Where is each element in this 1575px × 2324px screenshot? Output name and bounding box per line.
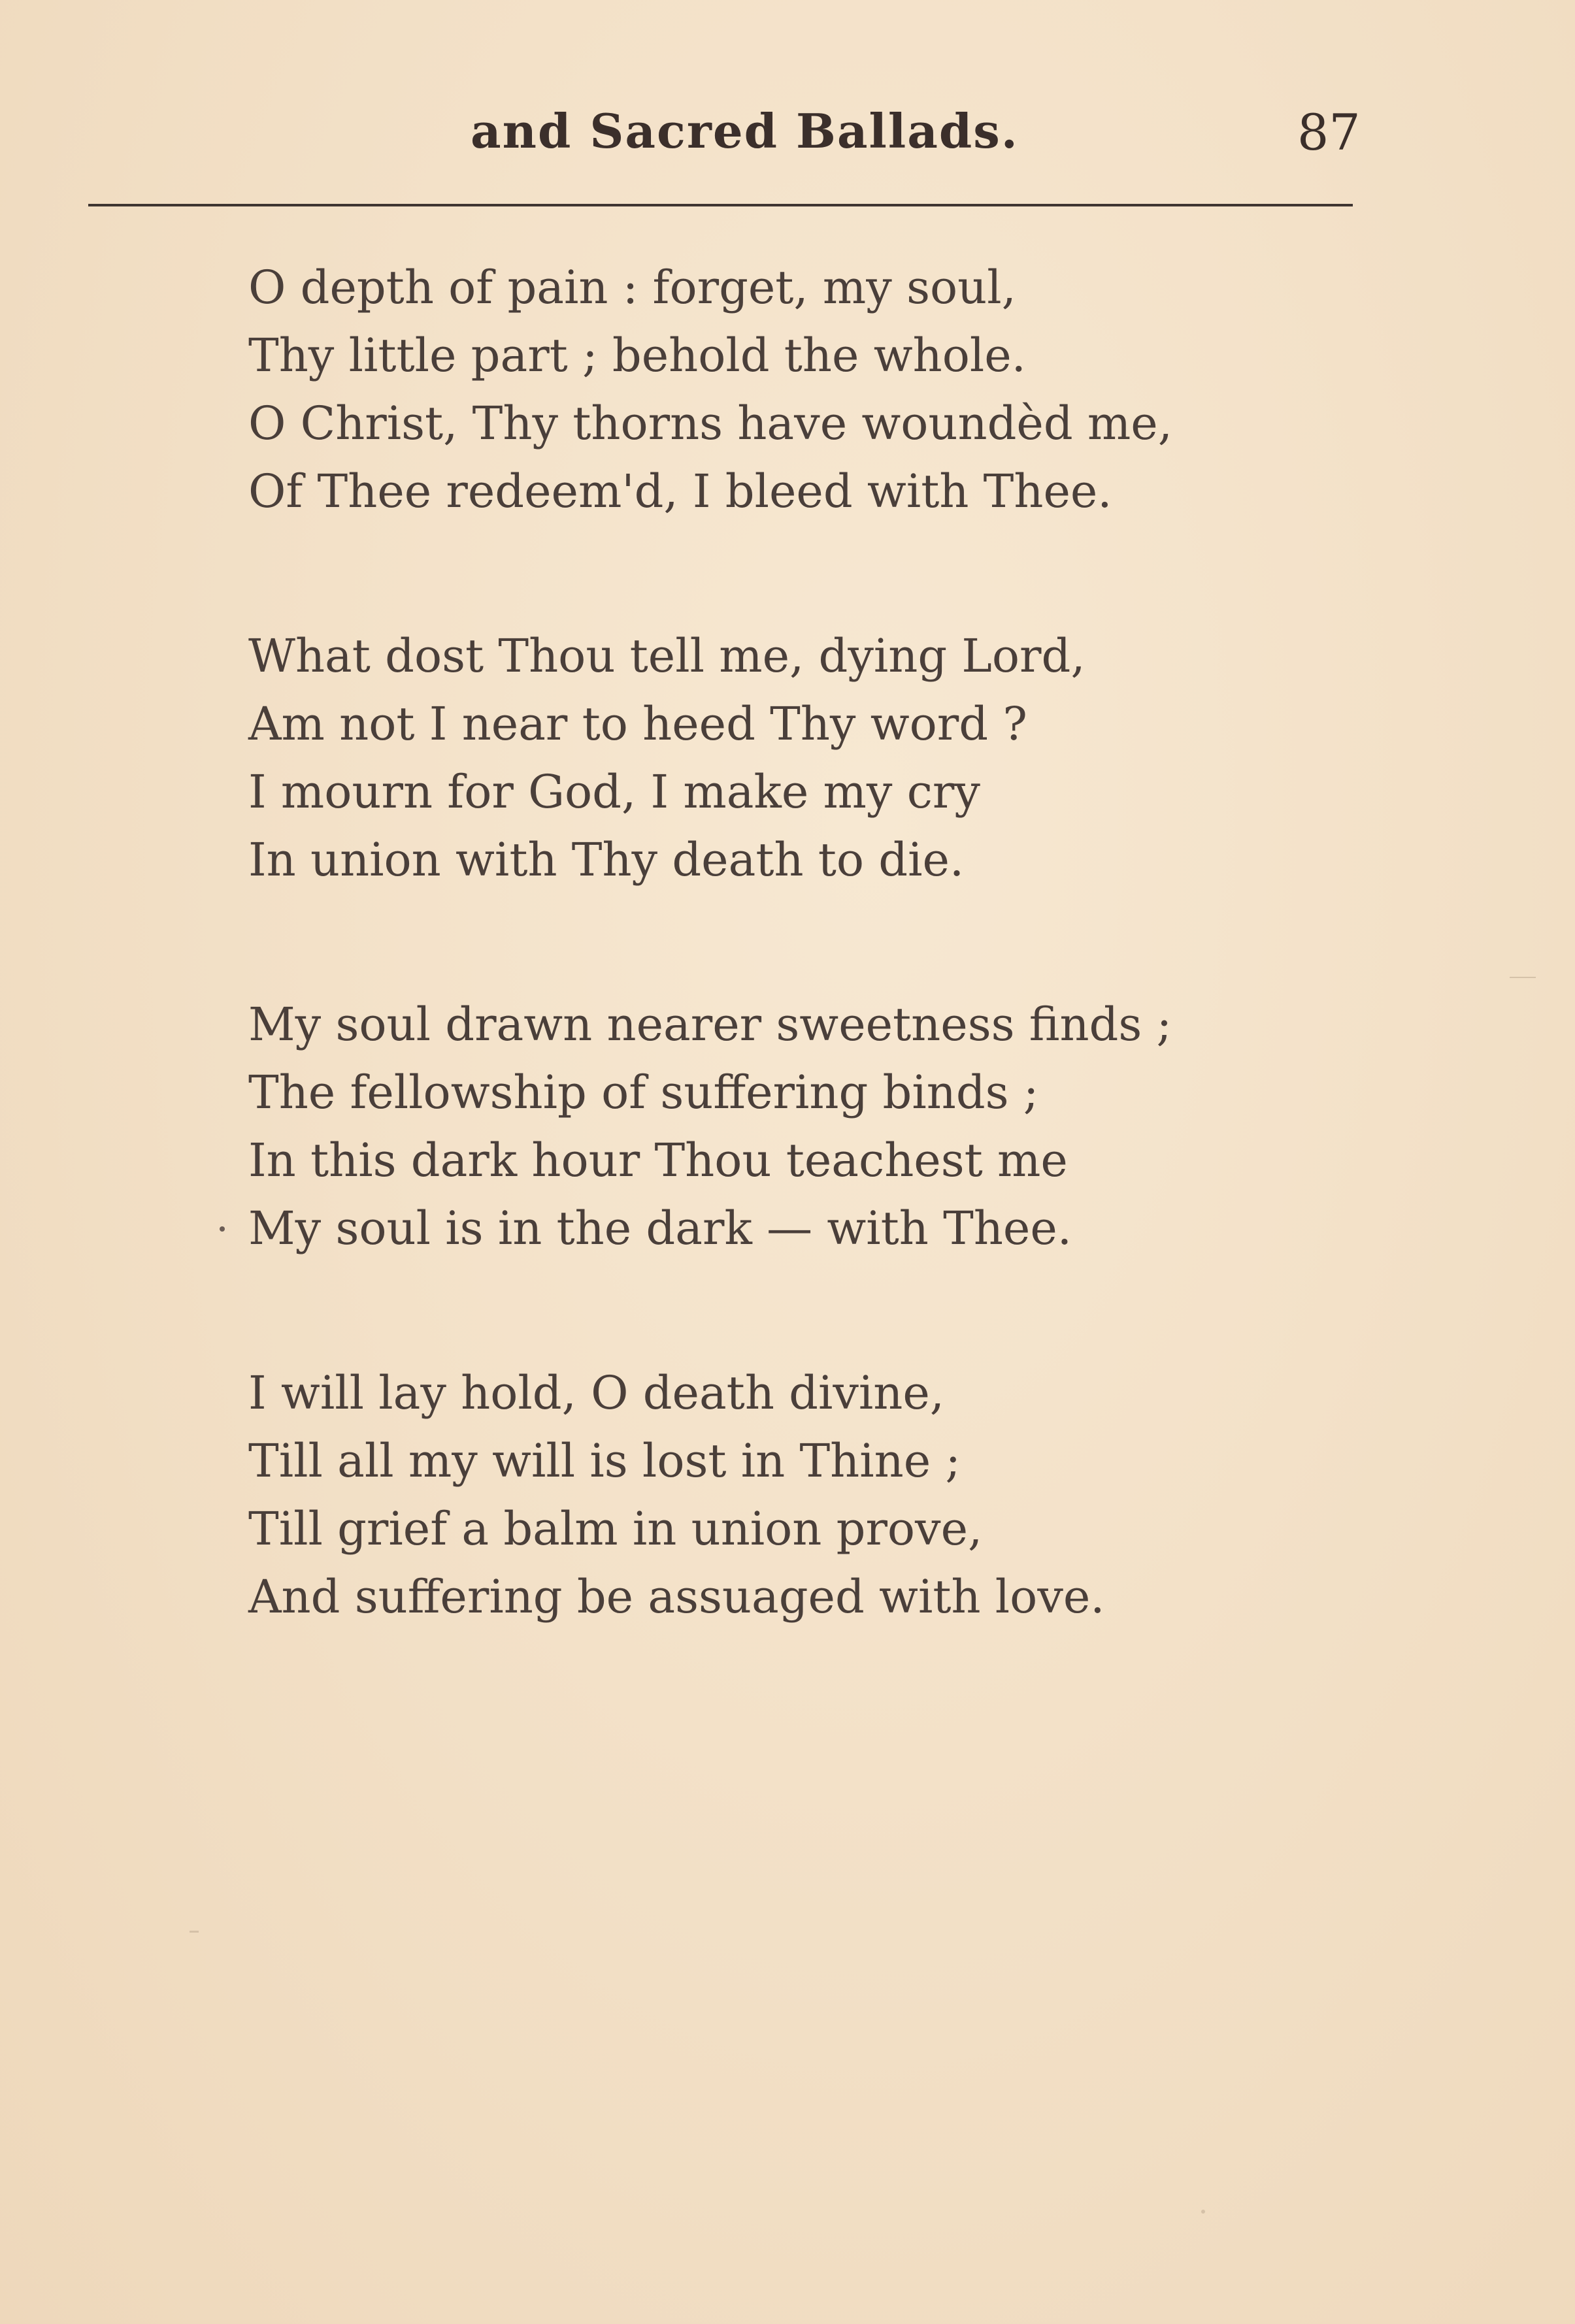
paper-fleck — [1201, 2210, 1205, 2214]
running-head — [0, 97, 1575, 175]
poem-line: I will lay hold, O death divine, — [248, 1366, 945, 1420]
poem-line: O Christ, Thy thorns have woundèd me, — [248, 397, 1172, 450]
poem-line: What dost Thou tell me, dying Lord, — [248, 629, 1086, 683]
poem-line: I mourn for God, I make my cry — [248, 765, 980, 819]
stray-ink-dot — [220, 1226, 225, 1232]
stanza-2 — [248, 622, 1359, 894]
poem-line: My soul is in the dark — with Thee. — [248, 1202, 1072, 1255]
poem-line: Of Thee redeem'd, I bleed with Thee. — [248, 465, 1112, 518]
poem-line: In this dark hour Thou teachest me — [248, 1134, 1068, 1187]
poem-line: My soul drawn nearer sweetness finds ; — [248, 998, 1172, 1051]
poem-line: And suffering be assuaged with love. — [248, 1570, 1105, 1624]
stanza-1 — [248, 254, 1359, 525]
poem-line: Till all my will is lost in Thine ; — [248, 1434, 961, 1488]
poem-line: Till grief a balm in union prove, — [248, 1502, 983, 1556]
poem-line: In union with Thy death to die. — [248, 833, 965, 887]
paper-fleck — [190, 1931, 199, 1933]
page-number: 87 — [1297, 103, 1361, 161]
running-head-title: and Sacred Ballads. — [471, 103, 1019, 159]
stanza-4 — [248, 1359, 1359, 1631]
paper-fleck — [1510, 977, 1536, 978]
poem-line: The fellowship of suffering binds ; — [248, 1066, 1039, 1119]
poem — [248, 254, 1359, 1727]
stanza-3 — [248, 990, 1359, 1262]
poem-line: Thy little part ; behold the whole. — [248, 329, 1026, 382]
header-rule — [88, 204, 1353, 206]
poem-line: Am not I near to heed Thy word ? — [248, 697, 1027, 751]
poem-line: O depth of pain : forget, my soul, — [248, 261, 1016, 314]
